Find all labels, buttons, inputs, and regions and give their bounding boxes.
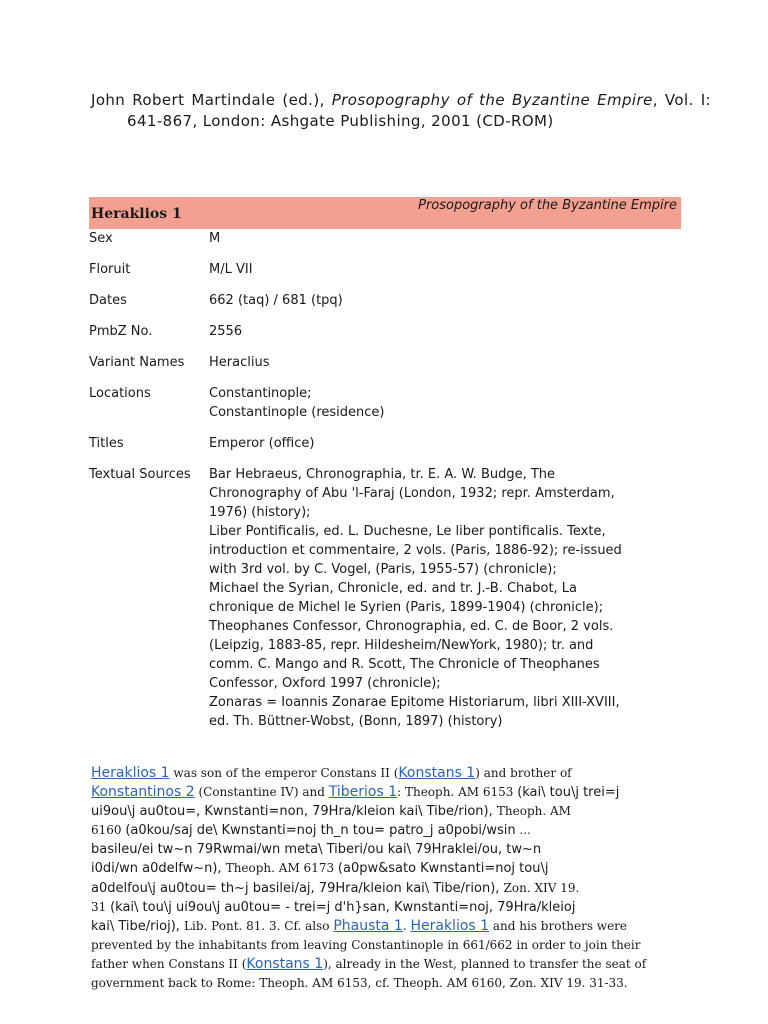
field-value-line: (Leipzig, 1883-85, repr. Hildesheim/NewYork, 1980); tr. and	[209, 638, 594, 653]
text-run: (Constantine IV) and	[194, 785, 329, 800]
field-value	[209, 353, 681, 384]
greek-text: (kai\ tou\j trei=j	[517, 785, 620, 801]
link-konstantinos-2[interactable]: Konstantinos 2	[91, 784, 195, 801]
field-label: Variant Names	[89, 355, 185, 370]
field-value	[209, 465, 681, 743]
text-run: and his brothers were	[489, 918, 628, 933]
narrative-line	[91, 917, 671, 936]
field-value-line: with 3rd vol. by C. Vogel, (Paris, 1955-57) (chronicle);	[209, 562, 557, 577]
entry-fields-table	[89, 229, 681, 743]
field-value-line: Heraclius	[209, 355, 270, 370]
narrative-line	[91, 859, 671, 878]
field-label: Locations	[89, 386, 151, 401]
greek-text: ui9ou\j au0tou=, Kwnstanti=non, 79Hra/kleion kai\ Tibe/rion),	[91, 804, 497, 820]
field-value	[209, 384, 681, 434]
narrative-line	[91, 974, 671, 993]
link-phausta-1[interactable]: Phausta 1	[333, 917, 403, 934]
entry-name: Heraklios 1	[91, 206, 182, 222]
text-run: prevented by the inhabitants from leaving Constantinople in 661/662 in order to join their	[91, 937, 641, 952]
narrative-line	[91, 879, 671, 898]
narrative-line	[91, 821, 671, 840]
citation-author: John Robert Martindale (ed.),	[91, 91, 332, 109]
field-value-line: 2556	[209, 324, 243, 339]
field-value-line: Constantinople (residence)	[209, 405, 385, 420]
greek-text: basileu/ei tw~n 79Rwmai/wn meta\ Tiberi/ou kai\ 79Hraklei/ou, tw~n	[91, 842, 542, 858]
field-value-line: Liber Pontificalis, ed. L. Duchesne, Le liber pontificalis. Texte,	[209, 524, 606, 539]
field-value-line: Chronography of Abu 'l-Faraj (London, 1932; repr. Amsterdam,	[209, 486, 615, 501]
field-value-line: chronique de Michel le Syrien (Paris, 1899-1904) (chronicle);	[209, 600, 604, 615]
narrative-line	[91, 955, 671, 974]
field-value-line: Confessor, Oxford 1997 (chronicle);	[209, 676, 441, 691]
field-label: Floruit	[89, 262, 131, 277]
link-tiberios-1[interactable]: Tiberios 1	[328, 784, 398, 801]
field-value	[209, 322, 681, 353]
text-run: ) and brother of	[475, 766, 572, 780]
field-value-line: ed. Th. Büttner-Wobst, (Bonn, 1897) (history)	[209, 714, 503, 729]
field-value	[209, 291, 681, 322]
field-row	[89, 322, 681, 353]
field-label: Dates	[89, 293, 127, 308]
field-row	[89, 260, 681, 291]
link-heraklios-1[interactable]: Heraklios 1	[410, 917, 490, 934]
citation-title: Prosopography of the Byzantine Empire	[331, 91, 653, 109]
link-heraklios-1[interactable]: Heraklios 1	[91, 765, 170, 781]
narrative-line	[91, 783, 671, 802]
field-row	[89, 434, 681, 465]
database-name: Prosopography of the Byzantine Empire	[418, 198, 677, 213]
text-run: Zon. XIV 19.	[503, 880, 580, 895]
narrative-text	[91, 764, 671, 993]
text-run: 6160	[91, 823, 126, 838]
narrative-line	[91, 764, 671, 783]
text-run: Lib. Pont. 81. 3. Cf. also	[184, 918, 334, 933]
entry-header-bar	[89, 197, 681, 229]
narrative-line	[91, 936, 671, 955]
text-run: government back to Rome: Theoph. AM 6153, cf. Theoph. AM 6160, Zon. XIV 19. 31-33.	[91, 976, 628, 991]
text-run: : Theoph. AM 6153	[397, 785, 518, 800]
text-run: was son of the emperor Constans II (	[169, 766, 399, 780]
text-run: 31	[91, 899, 111, 914]
citation-details: , Vol. I: 641-867, London: Ashgate Publishing, 2001 (CD-ROM)	[127, 91, 711, 130]
greek-text: a0delfou\j au0tou= th~j basilei/aj, 79Hra/kleion kai\ Tibe/rion),	[91, 880, 504, 896]
link-konstans-1[interactable]: Konstans 1	[246, 955, 324, 972]
link-konstans-1[interactable]: Konstans 1	[398, 765, 476, 781]
field-label: PmbZ No.	[89, 324, 153, 339]
field-value-line: comm. C. Mango and R. Scott, The Chronicle of Theophanes	[209, 657, 600, 672]
greek-text: (kai\ tou\j ui9ou\j au0tou= - trei=j d'h}san, Kwnstanti=noj, 79Hra/kleioj	[110, 899, 576, 915]
field-value	[209, 260, 681, 291]
text-run: Theoph. AM 6173	[225, 861, 338, 876]
field-value-line: Michael the Syrian, Chronicle, ed. and tr. J.-B. Chabot, La	[209, 581, 578, 596]
field-value-line: Bar Hebraeus, Chronographia, tr. E. A. W. Budge, The	[209, 467, 556, 482]
field-value-line: Zonaras = Ioannis Zonarae Epitome Historiarum, libri XIII-XVIII,	[209, 695, 620, 710]
narrative-line	[91, 802, 671, 821]
field-label: Textual Sources	[89, 467, 191, 482]
field-value-line: 1976) (history);	[209, 505, 311, 520]
narrative-line	[91, 898, 671, 917]
field-value-line: M/L VII	[209, 262, 253, 277]
greek-text: kai\ Tibe/rioj),	[91, 918, 185, 934]
text-run: Theoph. AM	[496, 804, 571, 819]
field-value-line: introduction et commentaire, 2 vols. (Paris, 1886-92); re-issued	[209, 543, 622, 558]
greek-text: (a0kou/saj de\ Kwnstanti=noj th_n tou= patro_j a0pobi/wsin	[125, 823, 516, 839]
field-value-line: 662 (taq) / 681 (tpq)	[209, 293, 343, 308]
field-value	[209, 434, 681, 465]
field-value-line: Theophanes Confessor, Chronographia, ed. C. de Boor, 2 vols.	[209, 619, 614, 634]
bibliographic-citation	[91, 90, 711, 132]
text-run: father when Constans II (	[91, 956, 247, 971]
field-row	[89, 384, 681, 434]
text-run: ), already in the West, planned to transfer the seat of	[323, 956, 647, 971]
text-run: .	[402, 918, 411, 933]
field-label: Sex	[89, 231, 113, 246]
field-row	[89, 353, 681, 384]
field-value-line: Emperor (office)	[209, 436, 315, 451]
text-run: ...	[515, 823, 531, 838]
field-row	[89, 465, 681, 743]
field-value-line: Constantinople;	[209, 386, 312, 401]
field-value-line: M	[209, 231, 221, 246]
field-row	[89, 291, 681, 322]
field-value	[209, 229, 681, 260]
greek-text: i0di/wn a0delfw~n),	[91, 861, 226, 877]
field-label: Titles	[89, 436, 124, 451]
greek-text: (a0pw&sato Kwnstanti=noj tou\j	[337, 861, 549, 877]
field-row	[89, 229, 681, 260]
narrative-line	[91, 840, 671, 859]
